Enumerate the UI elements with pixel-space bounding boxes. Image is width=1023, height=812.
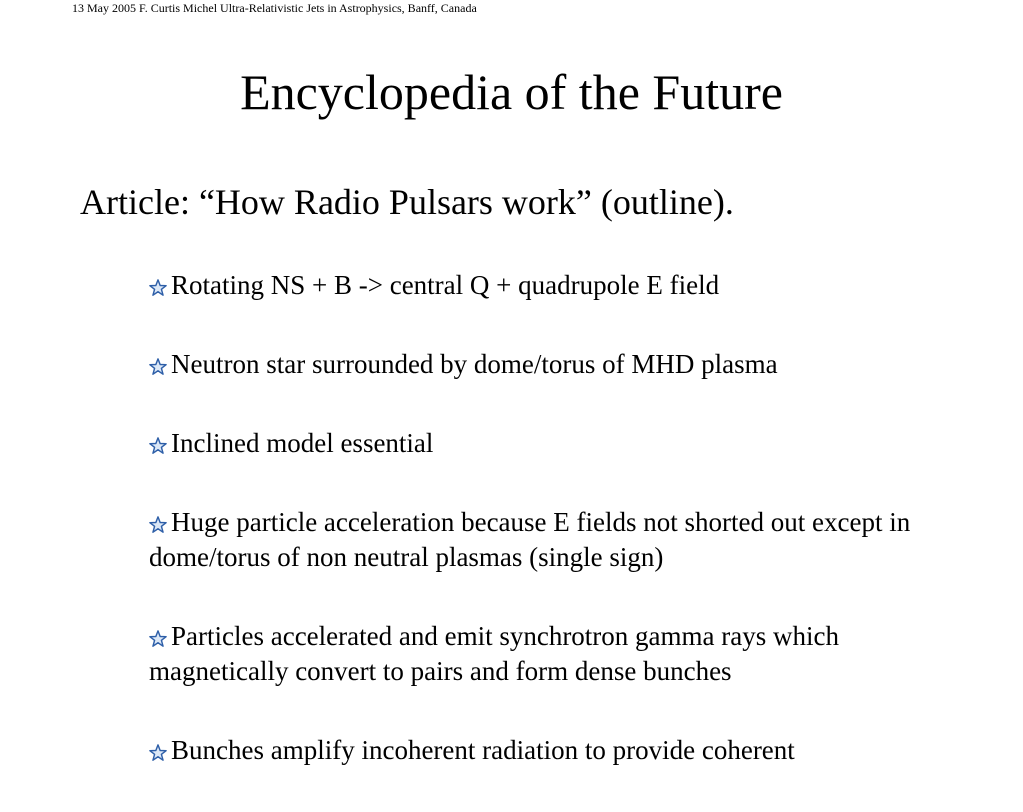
bullet-text: Inclined model essential xyxy=(171,428,434,458)
bullet-item xyxy=(149,733,949,768)
bullet-text: Rotating NS + B -> central Q + quadrupole E field xyxy=(171,270,720,300)
bullet-item xyxy=(149,619,949,689)
bullet-text: Huge particle acceleration because E fields not shorted out except in dome/torus of non neutral plasmas (single sign) xyxy=(149,507,911,572)
bullet-item xyxy=(149,505,949,575)
bullet-text: Bunches amplify incoherent radiation to provide coherent xyxy=(171,735,795,765)
slide-title: Encyclopedia of the Future xyxy=(240,64,783,120)
star-bullet-icon xyxy=(149,744,167,762)
bullet-text: Neutron star surrounded by dome/torus of MHD plasma xyxy=(171,349,778,379)
article-subtitle: Article: “How Radio Pulsars work” (outline). xyxy=(80,182,734,222)
star-bullet-icon xyxy=(149,630,167,648)
bullet-item xyxy=(149,426,949,461)
star-bullet-icon xyxy=(149,437,167,455)
bullet-text: Particles accelerated and emit synchrotron gamma rays which magnetically convert to pairs and form dense bunches xyxy=(149,621,839,686)
slide-header: 13 May 2005 F. Curtis Michel Ultra-Relativistic Jets in Astrophysics, Banff, Canada xyxy=(72,1,477,15)
star-bullet-icon xyxy=(149,516,167,534)
star-bullet-icon xyxy=(149,358,167,376)
star-bullet-icon xyxy=(149,279,167,297)
bullet-item xyxy=(149,347,949,382)
bullet-list xyxy=(149,268,949,812)
bullet-item xyxy=(149,268,949,303)
